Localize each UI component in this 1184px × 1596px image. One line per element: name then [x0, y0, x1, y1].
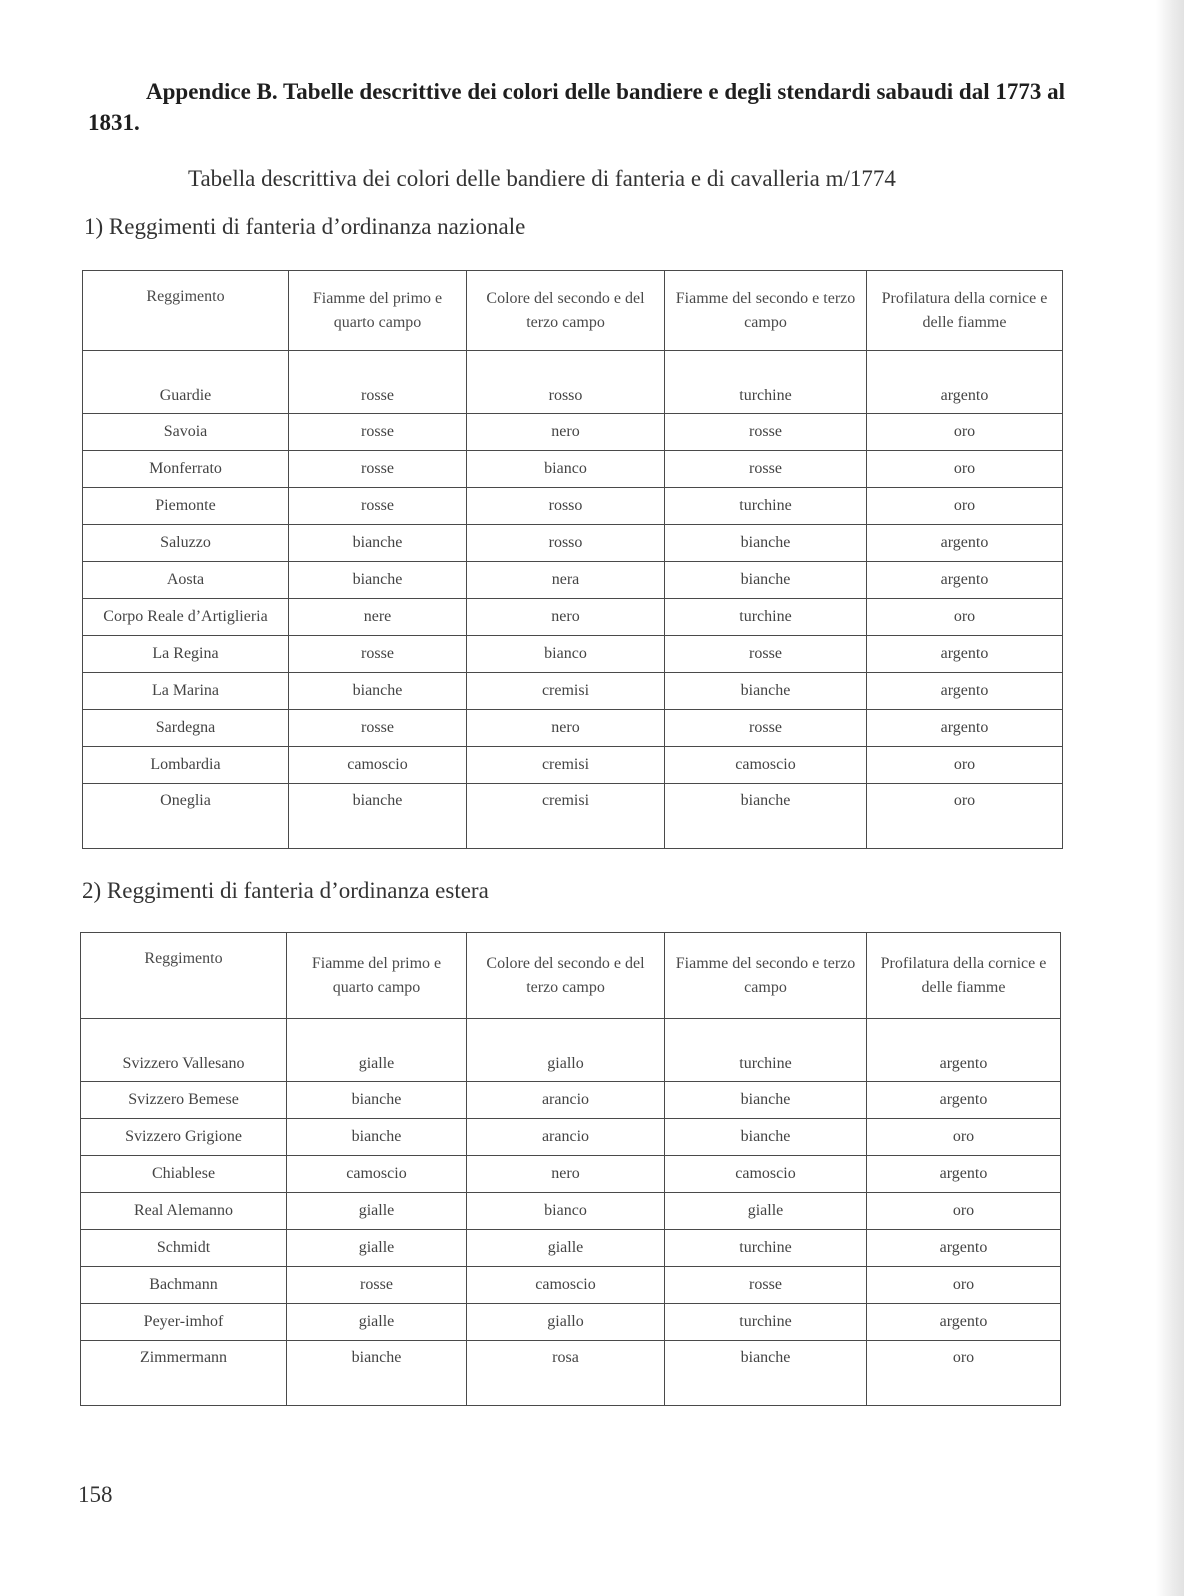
table-row — [83, 636, 1063, 673]
column-header: Fiamme del primo e quarto campo — [287, 933, 467, 1019]
column-header: Fiamme del primo e quarto campo — [289, 271, 467, 351]
color-cell: bianche — [665, 1341, 867, 1406]
regiment-name-cell: Zimmermann — [81, 1341, 287, 1406]
color-cell: rosse — [289, 710, 467, 747]
column-header: Reggimento — [81, 933, 287, 1019]
regiment-name-cell: Real Alemanno — [81, 1193, 287, 1230]
color-cell: nera — [467, 562, 665, 599]
color-cell: cremisi — [467, 673, 665, 710]
color-cell: argento — [867, 636, 1063, 673]
table-row — [81, 1341, 1061, 1406]
regiment-name-cell: Svizzero Bemese — [81, 1082, 287, 1119]
table-row — [83, 451, 1063, 488]
color-cell: rosse — [665, 451, 867, 488]
table-row — [83, 599, 1063, 636]
color-cell: rosse — [289, 488, 467, 525]
color-cell: giallo — [467, 1019, 665, 1082]
color-cell: rosse — [665, 636, 867, 673]
section-1-title: 1) Reggimenti di fanteria d’ordinanza nazionale — [84, 214, 526, 239]
color-cell: rosse — [289, 351, 467, 414]
column-header: Profilatura della cornice e delle fiamme — [867, 271, 1063, 351]
color-cell: argento — [867, 1304, 1061, 1341]
table-row — [83, 525, 1063, 562]
color-cell: oro — [867, 488, 1063, 525]
color-cell: gialle — [287, 1230, 467, 1267]
color-cell: rosse — [289, 414, 467, 451]
color-cell: arancio — [467, 1119, 665, 1156]
table-row — [83, 562, 1063, 599]
color-cell: arancio — [467, 1082, 665, 1119]
color-cell: rosse — [289, 451, 467, 488]
regiment-name-cell: Peyer-imhof — [81, 1304, 287, 1341]
color-cell: cremisi — [467, 784, 665, 849]
column-header: Profilatura della cornice e delle fiamme — [867, 933, 1061, 1019]
color-cell: rosso — [467, 351, 665, 414]
color-cell: oro — [867, 747, 1063, 784]
color-cell: bianche — [289, 562, 467, 599]
column-header: Fiamme del secondo e terzo campo — [665, 933, 867, 1019]
color-cell: oro — [867, 1193, 1061, 1230]
regiment-name-cell: Corpo Reale d’Artiglieria — [83, 599, 289, 636]
column-header: Reggimento — [83, 271, 289, 351]
color-cell: bianche — [289, 525, 467, 562]
table-row — [83, 351, 1063, 414]
color-cell: bianche — [665, 1119, 867, 1156]
color-cell: rosse — [287, 1267, 467, 1304]
table-row — [83, 673, 1063, 710]
color-cell: camoscio — [287, 1156, 467, 1193]
table-body — [81, 1019, 1061, 1406]
color-cell: argento — [867, 1082, 1061, 1119]
color-cell: camoscio — [467, 1267, 665, 1304]
color-cell: argento — [867, 1019, 1061, 1082]
table-body — [83, 351, 1063, 849]
regiment-name-cell: Svizzero Grigione — [81, 1119, 287, 1156]
appendix-heading: Appendice B. Tabelle descrittive dei colori delle bandiere e degli stendardi sabaudi dal 1773 al 1831. — [88, 79, 1065, 135]
column-header: Colore del secondo e del terzo campo — [467, 933, 665, 1019]
color-cell: nero — [467, 599, 665, 636]
color-cell: giallo — [467, 1304, 665, 1341]
table-row — [81, 1082, 1061, 1119]
table-row — [81, 1156, 1061, 1193]
regiment-name-cell: Chiablese — [81, 1156, 287, 1193]
table-row — [83, 488, 1063, 525]
color-cell: cremisi — [467, 747, 665, 784]
regiment-name-cell: Saluzzo — [83, 525, 289, 562]
color-cell: bianche — [287, 1341, 467, 1406]
table-row — [83, 784, 1063, 849]
color-cell: oro — [867, 599, 1063, 636]
color-cell: oro — [867, 1119, 1061, 1156]
color-cell: bianche — [665, 1082, 867, 1119]
table-national-regiments — [82, 270, 1063, 849]
color-cell: turchine — [665, 488, 867, 525]
color-cell: camoscio — [665, 1156, 867, 1193]
color-cell: argento — [867, 710, 1063, 747]
color-cell: rosse — [665, 1267, 867, 1304]
color-cell: gialle — [287, 1019, 467, 1082]
regiment-name-cell: Schmidt — [81, 1230, 287, 1267]
regiment-name-cell: Lombardia — [83, 747, 289, 784]
table-row — [81, 1019, 1061, 1082]
color-cell: bianco — [467, 1193, 665, 1230]
color-cell: nero — [467, 1156, 665, 1193]
color-cell: turchine — [665, 1304, 867, 1341]
color-cell: bianco — [467, 636, 665, 673]
color-cell: nere — [289, 599, 467, 636]
color-cell: bianche — [665, 784, 867, 849]
column-header: Colore del secondo e del terzo campo — [467, 271, 665, 351]
column-header: Fiamme del secondo e terzo campo — [665, 271, 867, 351]
table-row — [81, 1267, 1061, 1304]
color-cell: bianche — [287, 1119, 467, 1156]
color-cell: rosse — [665, 414, 867, 451]
page-edge-shadow — [1156, 0, 1184, 1596]
color-cell: rosso — [467, 488, 665, 525]
table-foreign-regiments — [80, 932, 1061, 1406]
table-row — [81, 1119, 1061, 1156]
regiment-name-cell: Piemonte — [83, 488, 289, 525]
color-cell: rosa — [467, 1341, 665, 1406]
color-cell: oro — [867, 1267, 1061, 1304]
regiment-name-cell: Bachmann — [81, 1267, 287, 1304]
color-cell: oro — [867, 451, 1063, 488]
color-cell: argento — [867, 562, 1063, 599]
color-cell: rosse — [665, 710, 867, 747]
table-row — [83, 747, 1063, 784]
color-cell: gialle — [467, 1230, 665, 1267]
table-row — [81, 1230, 1061, 1267]
color-cell: argento — [867, 1230, 1061, 1267]
color-cell: turchine — [665, 599, 867, 636]
page-number: 158 — [78, 1482, 113, 1507]
regiment-name-cell: Savoia — [83, 414, 289, 451]
regiment-name-cell: Aosta — [83, 562, 289, 599]
regiment-name-cell: Oneglia — [83, 784, 289, 849]
color-cell: turchine — [665, 1230, 867, 1267]
color-cell: argento — [867, 351, 1063, 414]
color-cell: nero — [467, 710, 665, 747]
color-cell: rosse — [289, 636, 467, 673]
table-row — [81, 1193, 1061, 1230]
color-cell: oro — [867, 414, 1063, 451]
table-subtitle: Tabella descrittiva dei colori delle bandiere di fanteria e di cavalleria m/1774 — [188, 166, 896, 191]
regiment-name-cell: Guardie — [83, 351, 289, 414]
color-cell: bianche — [665, 562, 867, 599]
color-cell: bianche — [665, 525, 867, 562]
regiment-name-cell: Svizzero Vallesano — [81, 1019, 287, 1082]
color-cell: argento — [867, 673, 1063, 710]
color-cell: oro — [867, 1341, 1061, 1406]
regiment-name-cell: Sardegna — [83, 710, 289, 747]
color-cell: bianche — [289, 673, 467, 710]
regiment-name-cell: La Regina — [83, 636, 289, 673]
color-cell: argento — [867, 1156, 1061, 1193]
table-row — [83, 710, 1063, 747]
color-cell: camoscio — [665, 747, 867, 784]
color-cell: argento — [867, 525, 1063, 562]
color-cell: gialle — [665, 1193, 867, 1230]
table-row — [81, 1304, 1061, 1341]
color-cell: gialle — [287, 1304, 467, 1341]
regiment-name-cell: Monferrato — [83, 451, 289, 488]
color-cell: nero — [467, 414, 665, 451]
color-cell: bianche — [289, 784, 467, 849]
color-cell: rosso — [467, 525, 665, 562]
color-cell: turchine — [665, 1019, 867, 1082]
color-cell: bianco — [467, 451, 665, 488]
color-cell: bianche — [287, 1082, 467, 1119]
color-cell: bianche — [665, 673, 867, 710]
regiment-name-cell: La Marina — [83, 673, 289, 710]
color-cell: camoscio — [289, 747, 467, 784]
section-2-title: 2) Reggimenti di fanteria d’ordinanza estera — [82, 878, 489, 903]
color-cell: gialle — [287, 1193, 467, 1230]
table-row — [83, 414, 1063, 451]
color-cell: turchine — [665, 351, 867, 414]
color-cell: oro — [867, 784, 1063, 849]
